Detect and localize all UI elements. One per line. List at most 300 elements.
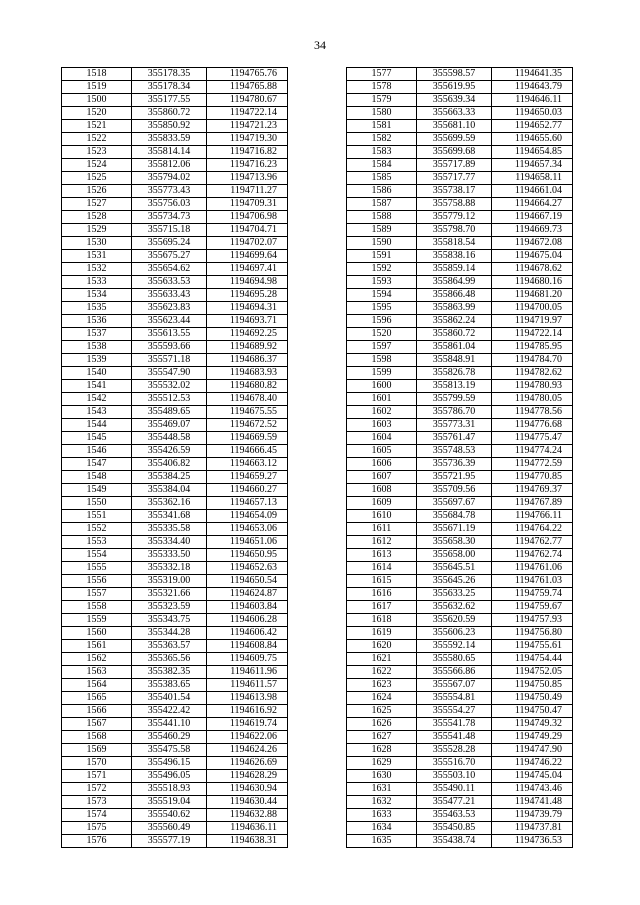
y-coordinate-cell: 1194678.40	[207, 393, 288, 406]
x-coordinate-cell: 355736.39	[417, 458, 492, 471]
table-row	[347, 341, 573, 354]
x-coordinate-cell: 355450.85	[417, 822, 492, 835]
x-coordinate-cell: 355671.19	[417, 523, 492, 536]
point-number-cell: 1533	[62, 276, 132, 289]
table-row	[347, 705, 573, 718]
table-row	[347, 68, 573, 81]
y-coordinate-cell: 1194721.23	[207, 120, 288, 133]
point-number-cell: 1624	[347, 692, 417, 705]
x-coordinate-cell: 355496.05	[132, 770, 207, 783]
point-number-cell: 1529	[62, 224, 132, 237]
y-coordinate-cell: 1194767.89	[492, 497, 573, 510]
point-number-cell: 1560	[62, 627, 132, 640]
point-number-cell: 1568	[62, 731, 132, 744]
y-coordinate-cell: 1194611.57	[207, 679, 288, 692]
table-row	[347, 757, 573, 770]
point-number-cell: 1579	[347, 94, 417, 107]
table-row	[347, 640, 573, 653]
point-number-cell: 1548	[62, 471, 132, 484]
y-coordinate-cell: 1194654.85	[492, 146, 573, 159]
x-coordinate-cell: 355758.88	[417, 198, 492, 211]
x-coordinate-cell: 355738.17	[417, 185, 492, 198]
x-coordinate-cell: 355384.04	[132, 484, 207, 497]
table-row	[62, 809, 288, 822]
point-number-cell: 1634	[347, 822, 417, 835]
table-row	[62, 562, 288, 575]
y-coordinate-cell: 1194785.95	[492, 341, 573, 354]
table-row	[347, 666, 573, 679]
table-row	[347, 731, 573, 744]
x-coordinate-cell: 355633.53	[132, 276, 207, 289]
table-row	[347, 250, 573, 263]
y-coordinate-cell: 1194770.85	[492, 471, 573, 484]
table-row	[347, 393, 573, 406]
point-number-cell: 1528	[62, 211, 132, 224]
y-coordinate-cell: 1194630.44	[207, 796, 288, 809]
point-number-cell: 1531	[62, 250, 132, 263]
point-number-cell: 1626	[347, 718, 417, 731]
y-coordinate-cell: 1194660.27	[207, 484, 288, 497]
table-row	[347, 172, 573, 185]
y-coordinate-cell: 1194697.41	[207, 263, 288, 276]
y-coordinate-cell: 1194750.49	[492, 692, 573, 705]
x-coordinate-cell: 355598.57	[417, 68, 492, 81]
x-coordinate-cell: 355540.62	[132, 809, 207, 822]
point-number-cell: 1555	[62, 562, 132, 575]
x-coordinate-cell: 355496.15	[132, 757, 207, 770]
point-number-cell: 1633	[347, 809, 417, 822]
point-number-cell: 1615	[347, 575, 417, 588]
table-row	[62, 757, 288, 770]
y-coordinate-cell: 1194755.61	[492, 640, 573, 653]
x-coordinate-cell: 355332.18	[132, 562, 207, 575]
point-number-cell: 1558	[62, 601, 132, 614]
point-number-cell: 1549	[62, 484, 132, 497]
point-number-cell: 1534	[62, 289, 132, 302]
x-coordinate-cell: 355469.07	[132, 419, 207, 432]
y-coordinate-cell: 1194669.73	[492, 224, 573, 237]
point-number-cell: 1599	[347, 367, 417, 380]
x-coordinate-cell: 355748.53	[417, 445, 492, 458]
point-number-cell: 1621	[347, 653, 417, 666]
y-coordinate-cell: 1194624.87	[207, 588, 288, 601]
x-coordinate-cell: 355441.10	[132, 718, 207, 731]
y-coordinate-cell: 1194650.03	[492, 107, 573, 120]
point-number-cell: 1557	[62, 588, 132, 601]
table-row	[62, 653, 288, 666]
point-number-cell: 1552	[62, 523, 132, 536]
x-coordinate-cell: 355580.65	[417, 653, 492, 666]
point-number-cell: 1542	[62, 393, 132, 406]
table-row	[347, 653, 573, 666]
y-coordinate-cell: 1194736.53	[492, 835, 573, 848]
point-number-cell: 1592	[347, 263, 417, 276]
y-coordinate-cell: 1194655.60	[492, 133, 573, 146]
y-coordinate-cell: 1194782.62	[492, 367, 573, 380]
point-number-cell: 1545	[62, 432, 132, 445]
y-coordinate-cell: 1194764.22	[492, 523, 573, 536]
point-number-cell: 1574	[62, 809, 132, 822]
x-coordinate-cell: 355567.07	[417, 679, 492, 692]
table-row	[347, 796, 573, 809]
table-row	[62, 705, 288, 718]
table-row	[62, 835, 288, 848]
y-coordinate-cell: 1194716.82	[207, 146, 288, 159]
y-coordinate-cell: 1194737.81	[492, 822, 573, 835]
table-row	[347, 510, 573, 523]
x-coordinate-cell: 355773.43	[132, 185, 207, 198]
x-coordinate-cell: 355475.58	[132, 744, 207, 757]
table-row	[62, 731, 288, 744]
table-row	[347, 718, 573, 731]
table-row	[347, 575, 573, 588]
x-coordinate-cell: 355709.56	[417, 484, 492, 497]
table-row	[347, 432, 573, 445]
y-coordinate-cell: 1194659.27	[207, 471, 288, 484]
y-coordinate-cell: 1194686.37	[207, 354, 288, 367]
table-row	[62, 211, 288, 224]
point-number-cell: 1541	[62, 380, 132, 393]
y-coordinate-cell: 1194761.06	[492, 562, 573, 575]
point-number-cell: 1627	[347, 731, 417, 744]
y-coordinate-cell: 1194689.92	[207, 341, 288, 354]
x-coordinate-cell: 355794.02	[132, 172, 207, 185]
y-coordinate-cell: 1194650.54	[207, 575, 288, 588]
x-coordinate-cell: 355448.58	[132, 432, 207, 445]
page-number: 34	[314, 38, 326, 52]
x-coordinate-cell: 355177.55	[132, 94, 207, 107]
y-coordinate-cell: 1194778.56	[492, 406, 573, 419]
table-row	[62, 250, 288, 263]
y-coordinate-cell: 1194657.13	[207, 497, 288, 510]
y-coordinate-cell: 1194606.42	[207, 627, 288, 640]
x-coordinate-cell: 355798.70	[417, 224, 492, 237]
table-row	[347, 224, 573, 237]
x-coordinate-cell: 355633.25	[417, 588, 492, 601]
point-number-cell: 1519	[62, 81, 132, 94]
x-coordinate-cell: 355518.93	[132, 783, 207, 796]
table-row	[62, 133, 288, 146]
point-number-cell: 1538	[62, 341, 132, 354]
table-row	[62, 497, 288, 510]
point-number-cell: 1563	[62, 666, 132, 679]
point-number-cell: 1596	[347, 315, 417, 328]
y-coordinate-cell: 1194776.68	[492, 419, 573, 432]
table-row	[347, 81, 573, 94]
x-coordinate-cell: 355362.16	[132, 497, 207, 510]
x-coordinate-cell: 355695.24	[132, 237, 207, 250]
x-coordinate-cell: 355619.95	[417, 81, 492, 94]
y-coordinate-cell: 1194780.93	[492, 380, 573, 393]
table-row	[347, 835, 573, 848]
y-coordinate-cell: 1194759.67	[492, 601, 573, 614]
table-row	[62, 68, 288, 81]
x-coordinate-cell: 355717.89	[417, 159, 492, 172]
point-number-cell: 1550	[62, 497, 132, 510]
table-row	[62, 81, 288, 94]
x-coordinate-cell: 355343.75	[132, 614, 207, 627]
table-row	[62, 614, 288, 627]
x-coordinate-cell: 355401.54	[132, 692, 207, 705]
y-coordinate-cell: 1194719.30	[207, 133, 288, 146]
y-coordinate-cell: 1194757.93	[492, 614, 573, 627]
point-number-cell: 1556	[62, 575, 132, 588]
x-coordinate-cell: 355699.59	[417, 133, 492, 146]
point-number-cell: 1535	[62, 302, 132, 315]
point-number-cell: 1562	[62, 653, 132, 666]
point-number-cell: 1500	[62, 94, 132, 107]
table-row	[347, 406, 573, 419]
table-row	[62, 302, 288, 315]
y-coordinate-cell: 1194636.11	[207, 822, 288, 835]
x-coordinate-cell: 355773.31	[417, 419, 492, 432]
x-coordinate-cell: 355681.10	[417, 120, 492, 133]
table-row	[62, 744, 288, 757]
x-coordinate-cell: 355864.99	[417, 276, 492, 289]
point-number-cell: 1585	[347, 172, 417, 185]
y-coordinate-cell: 1194775.47	[492, 432, 573, 445]
point-number-cell: 1570	[62, 757, 132, 770]
y-coordinate-cell: 1194638.31	[207, 835, 288, 848]
y-coordinate-cell: 1194780.67	[207, 94, 288, 107]
x-coordinate-cell: 355848.91	[417, 354, 492, 367]
x-coordinate-cell: 355344.28	[132, 627, 207, 640]
y-coordinate-cell: 1194628.29	[207, 770, 288, 783]
point-number-cell: 1630	[347, 770, 417, 783]
coordinates-table-left	[61, 67, 288, 848]
point-number-cell: 1617	[347, 601, 417, 614]
point-number-cell: 1612	[347, 536, 417, 549]
x-coordinate-cell: 355861.04	[417, 341, 492, 354]
point-number-cell: 1567	[62, 718, 132, 731]
y-coordinate-cell: 1194694.98	[207, 276, 288, 289]
y-coordinate-cell: 1194652.63	[207, 562, 288, 575]
y-coordinate-cell: 1194765.88	[207, 81, 288, 94]
y-coordinate-cell: 1194663.12	[207, 458, 288, 471]
table-row	[347, 822, 573, 835]
point-number-cell: 1594	[347, 289, 417, 302]
table-row	[62, 198, 288, 211]
y-coordinate-cell: 1194709.31	[207, 198, 288, 211]
point-number-cell: 1530	[62, 237, 132, 250]
table-row	[62, 471, 288, 484]
point-number-cell: 1569	[62, 744, 132, 757]
x-coordinate-cell: 355319.00	[132, 575, 207, 588]
table-row	[62, 380, 288, 393]
y-coordinate-cell: 1194766.11	[492, 510, 573, 523]
table-row	[347, 627, 573, 640]
point-number-cell: 1608	[347, 484, 417, 497]
x-coordinate-cell: 355850.92	[132, 120, 207, 133]
x-coordinate-cell: 355489.65	[132, 406, 207, 419]
table-row	[347, 133, 573, 146]
y-coordinate-cell: 1194722.14	[207, 107, 288, 120]
table-row	[62, 549, 288, 562]
table-row	[62, 601, 288, 614]
table-row	[62, 276, 288, 289]
table-row	[347, 367, 573, 380]
x-coordinate-cell: 355813.19	[417, 380, 492, 393]
point-number-cell: 1613	[347, 549, 417, 562]
y-coordinate-cell: 1194704.71	[207, 224, 288, 237]
point-number-cell: 1520	[62, 107, 132, 120]
point-number-cell: 1593	[347, 276, 417, 289]
point-number-cell: 1554	[62, 549, 132, 562]
x-coordinate-cell: 355623.83	[132, 302, 207, 315]
point-number-cell: 1597	[347, 341, 417, 354]
x-coordinate-cell: 355384.25	[132, 471, 207, 484]
x-coordinate-cell: 355645.51	[417, 562, 492, 575]
x-coordinate-cell: 355560.49	[132, 822, 207, 835]
x-coordinate-cell: 355463.53	[417, 809, 492, 822]
x-coordinate-cell: 355528.28	[417, 744, 492, 757]
point-number-cell: 1622	[347, 666, 417, 679]
table-row	[62, 627, 288, 640]
point-number-cell: 1576	[62, 835, 132, 848]
y-coordinate-cell: 1194641.35	[492, 68, 573, 81]
x-coordinate-cell: 355623.44	[132, 315, 207, 328]
y-coordinate-cell: 1194762.77	[492, 536, 573, 549]
table-row	[347, 185, 573, 198]
table-row	[347, 601, 573, 614]
y-coordinate-cell: 1194772.59	[492, 458, 573, 471]
y-coordinate-cell: 1194711.27	[207, 185, 288, 198]
table-row	[62, 588, 288, 601]
x-coordinate-cell: 355812.06	[132, 159, 207, 172]
x-coordinate-cell: 355554.81	[417, 692, 492, 705]
point-number-cell: 1565	[62, 692, 132, 705]
point-number-cell: 1547	[62, 458, 132, 471]
x-coordinate-cell: 355547.90	[132, 367, 207, 380]
table-row	[62, 796, 288, 809]
x-coordinate-cell: 355178.34	[132, 81, 207, 94]
point-number-cell: 1607	[347, 471, 417, 484]
y-coordinate-cell: 1194675.04	[492, 250, 573, 263]
point-number-cell: 1635	[347, 835, 417, 848]
y-coordinate-cell: 1194680.82	[207, 380, 288, 393]
point-number-cell: 1590	[347, 237, 417, 250]
point-number-cell: 1527	[62, 198, 132, 211]
x-coordinate-cell: 355477.21	[417, 796, 492, 809]
x-coordinate-cell: 355365.56	[132, 653, 207, 666]
x-coordinate-cell: 355761.47	[417, 432, 492, 445]
point-number-cell: 1583	[347, 146, 417, 159]
y-coordinate-cell: 1194611.96	[207, 666, 288, 679]
y-coordinate-cell: 1194661.04	[492, 185, 573, 198]
y-coordinate-cell: 1194680.16	[492, 276, 573, 289]
x-coordinate-cell: 355592.14	[417, 640, 492, 653]
table-row	[347, 692, 573, 705]
y-coordinate-cell: 1194669.59	[207, 432, 288, 445]
x-coordinate-cell: 355334.40	[132, 536, 207, 549]
y-coordinate-cell: 1194739.79	[492, 809, 573, 822]
x-coordinate-cell: 355382.35	[132, 666, 207, 679]
y-coordinate-cell: 1194780.05	[492, 393, 573, 406]
point-number-cell: 1628	[347, 744, 417, 757]
point-number-cell: 1520	[347, 328, 417, 341]
x-coordinate-cell: 355799.59	[417, 393, 492, 406]
table-row	[347, 445, 573, 458]
table-row	[347, 354, 573, 367]
table-row	[62, 107, 288, 120]
coordinates-table-right	[346, 67, 573, 848]
table-row	[347, 94, 573, 107]
y-coordinate-cell: 1194693.71	[207, 315, 288, 328]
y-coordinate-cell: 1194672.08	[492, 237, 573, 250]
x-coordinate-cell: 355654.62	[132, 263, 207, 276]
table-row	[62, 484, 288, 497]
point-number-cell: 1598	[347, 354, 417, 367]
y-coordinate-cell: 1194746.22	[492, 757, 573, 770]
y-coordinate-cell: 1194774.24	[492, 445, 573, 458]
x-coordinate-cell: 355341.68	[132, 510, 207, 523]
x-coordinate-cell: 355532.02	[132, 380, 207, 393]
x-coordinate-cell: 355675.27	[132, 250, 207, 263]
y-coordinate-cell: 1194784.70	[492, 354, 573, 367]
table-row	[62, 289, 288, 302]
point-number-cell: 1546	[62, 445, 132, 458]
x-coordinate-cell: 355541.78	[417, 718, 492, 731]
y-coordinate-cell: 1194750.47	[492, 705, 573, 718]
y-coordinate-cell: 1194741.48	[492, 796, 573, 809]
point-number-cell: 1523	[62, 146, 132, 159]
table-row	[62, 640, 288, 653]
x-coordinate-cell: 355814.14	[132, 146, 207, 159]
point-number-cell: 1605	[347, 445, 417, 458]
point-number-cell: 1532	[62, 263, 132, 276]
x-coordinate-cell: 355566.86	[417, 666, 492, 679]
point-number-cell: 1588	[347, 211, 417, 224]
y-coordinate-cell: 1194713.96	[207, 172, 288, 185]
point-number-cell: 1553	[62, 536, 132, 549]
table-row	[62, 536, 288, 549]
table-row	[62, 575, 288, 588]
x-coordinate-cell: 355756.03	[132, 198, 207, 211]
table-row	[62, 432, 288, 445]
y-coordinate-cell: 1194699.64	[207, 250, 288, 263]
x-coordinate-cell: 355863.99	[417, 302, 492, 315]
point-number-cell: 1623	[347, 679, 417, 692]
table-row	[62, 692, 288, 705]
x-coordinate-cell: 355512.53	[132, 393, 207, 406]
table-row	[347, 497, 573, 510]
table-row	[347, 107, 573, 120]
point-number-cell: 1586	[347, 185, 417, 198]
table-row	[62, 458, 288, 471]
point-number-cell: 1620	[347, 640, 417, 653]
table-row	[347, 237, 573, 250]
x-coordinate-cell: 355516.70	[417, 757, 492, 770]
x-coordinate-cell: 355826.78	[417, 367, 492, 380]
point-number-cell: 1573	[62, 796, 132, 809]
y-coordinate-cell: 1194608.84	[207, 640, 288, 653]
table-row	[347, 588, 573, 601]
x-coordinate-cell: 355684.78	[417, 510, 492, 523]
table-row	[347, 315, 573, 328]
y-coordinate-cell: 1194658.11	[492, 172, 573, 185]
y-coordinate-cell: 1194653.06	[207, 523, 288, 536]
x-coordinate-cell: 355593.66	[132, 341, 207, 354]
table-row	[62, 783, 288, 796]
y-coordinate-cell: 1194632.88	[207, 809, 288, 822]
y-coordinate-cell: 1194606.28	[207, 614, 288, 627]
x-coordinate-cell: 355734.73	[132, 211, 207, 224]
x-coordinate-cell: 355333.50	[132, 549, 207, 562]
y-coordinate-cell: 1194678.62	[492, 263, 573, 276]
x-coordinate-cell: 355383.65	[132, 679, 207, 692]
point-number-cell: 1578	[347, 81, 417, 94]
point-number-cell: 1566	[62, 705, 132, 718]
